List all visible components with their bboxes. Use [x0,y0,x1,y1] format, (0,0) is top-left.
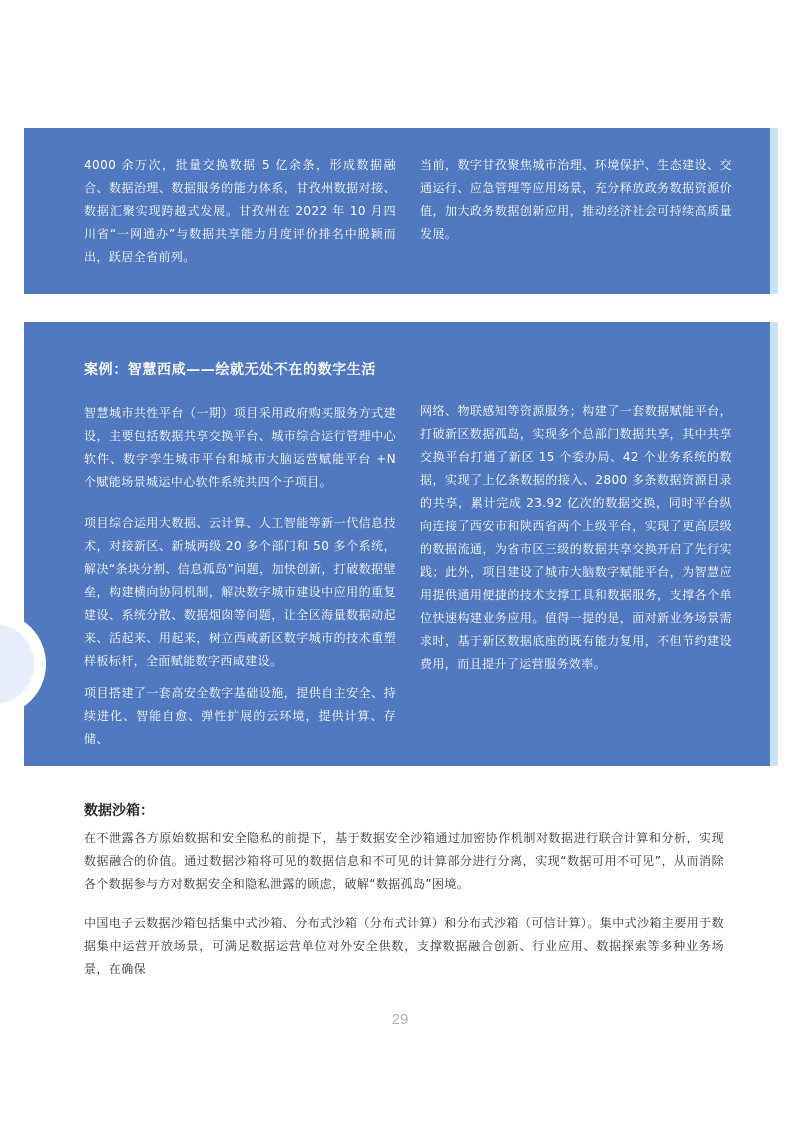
case-right-paragraph-1: 网络、物联感知等资源服务；构建了一套数据赋能平台，打破新区数据孤岛，实现多个总部门数据共享，其中共享交换平台打通了新区 15 个委办局、42 个业务系统的数据，实现了上亿条数据的接入、2800 多条数据资源目录的共享，累计完成 23.92 亿次的数据交换，同时平台纵向连接了西安市和陕西省两个上级平台，实现了更高层级的数据流通，为省市区三级的数据共享交换开启了先行实践；此外，项目建设了城市大脑数字赋能平台，为智慧应用提供通用便捷的技术支撑工具和数据服务，支撑各个单位快速构建业务应用。值得一提的是，面对新业务场景需求时，基于新区数据底座的既有能力复用，不但节约建设费用，而且提升了运营服务效率。 [420,404,732,671]
case-title: 案例：智慧西咸——绘就无处不在的数字生活 [84,362,376,378]
case-panel-accent-strip [770,322,778,766]
section-paragraph-1: 在不泄露各方原始数据和安全隐私的前提下，基于数据安全沙箱通过加密协作机制对数据进行联合计算和分析，实现数据融合的价值。通过数据沙箱将可见的数据信息和不可见的计算部分进行分离，实现“数据可用不可见”，从而消除各个数据参与方对数据安全和隐私泄露的顾虑，破解“数据孤岛”困境。 [84,831,724,891]
top-panel-right-text: 当前，数字甘孜聚焦城市治理、环境保护、生态建设、交通运行、应急管理等应用场景，充分释放政务数据资源价值，加大政务数据创新应用，推动经济社会可持续高质量发展。 [420,158,732,241]
case-left-paragraph-2: 项目综合运用大数据、云计算、人工智能等新一代信息技术，对接新区、新城两级 20 多个部门和 50 多个系统，解决“条块分割、信息孤岛”问题，加快创新，打破数据壁垒，构建横向协同机制，解决数字城市建设中应用的重复建设、系统分散、数据烟囱等问题，让全区海量数据动起来、活起来、用起来，树立西咸新区数字城市的技术重塑样板标杆，全面赋能数字西咸建设。 [84,516,396,668]
section-paragraph-2: 中国电子云数据沙箱包括集中式沙箱、分布式沙箱（分布式计算）和分布式沙箱（可信计算）。集中式沙箱主要用于数据集中运营开放场景，可满足数据运营单位对外安全供数，支撑数据融合创新、行业应用、数据探索等多种业务场景，在确保 [84,916,724,976]
case-left-paragraph-1: 智慧城市共性平台（一期）项目采用政府购买服务方式建设，主要包括数据共享交换平台、城市综合运行管理中心软件、数字孪生城市平台和城市大脑运营赋能平台 +N 个赋能场景城运中心软件系统共四个子项目。 [84,406,396,489]
page-number: 29 [391,1011,409,1028]
case-left-paragraph-3: 项目搭建了一套高安全数字基础设施，提供自主安全、持续进化、智能自愈、弹性扩展的云环境，提供计算、存储、 [84,686,396,746]
top-panel-left-text: 4000 余万次，批量交换数据 5 亿余条，形成数据融合、数据治理、数据服务的能力体系，甘孜州数据对接、数据汇聚实现跨越式发展。甘孜州在 2022 年 10 月四川省“一网通办”与数据共享能力月度评价排名中脱颖而出，跃居全省前列。 [84,158,396,264]
section-heading: 数据沙箱： [84,803,154,819]
top-panel-accent-strip [770,128,778,294]
